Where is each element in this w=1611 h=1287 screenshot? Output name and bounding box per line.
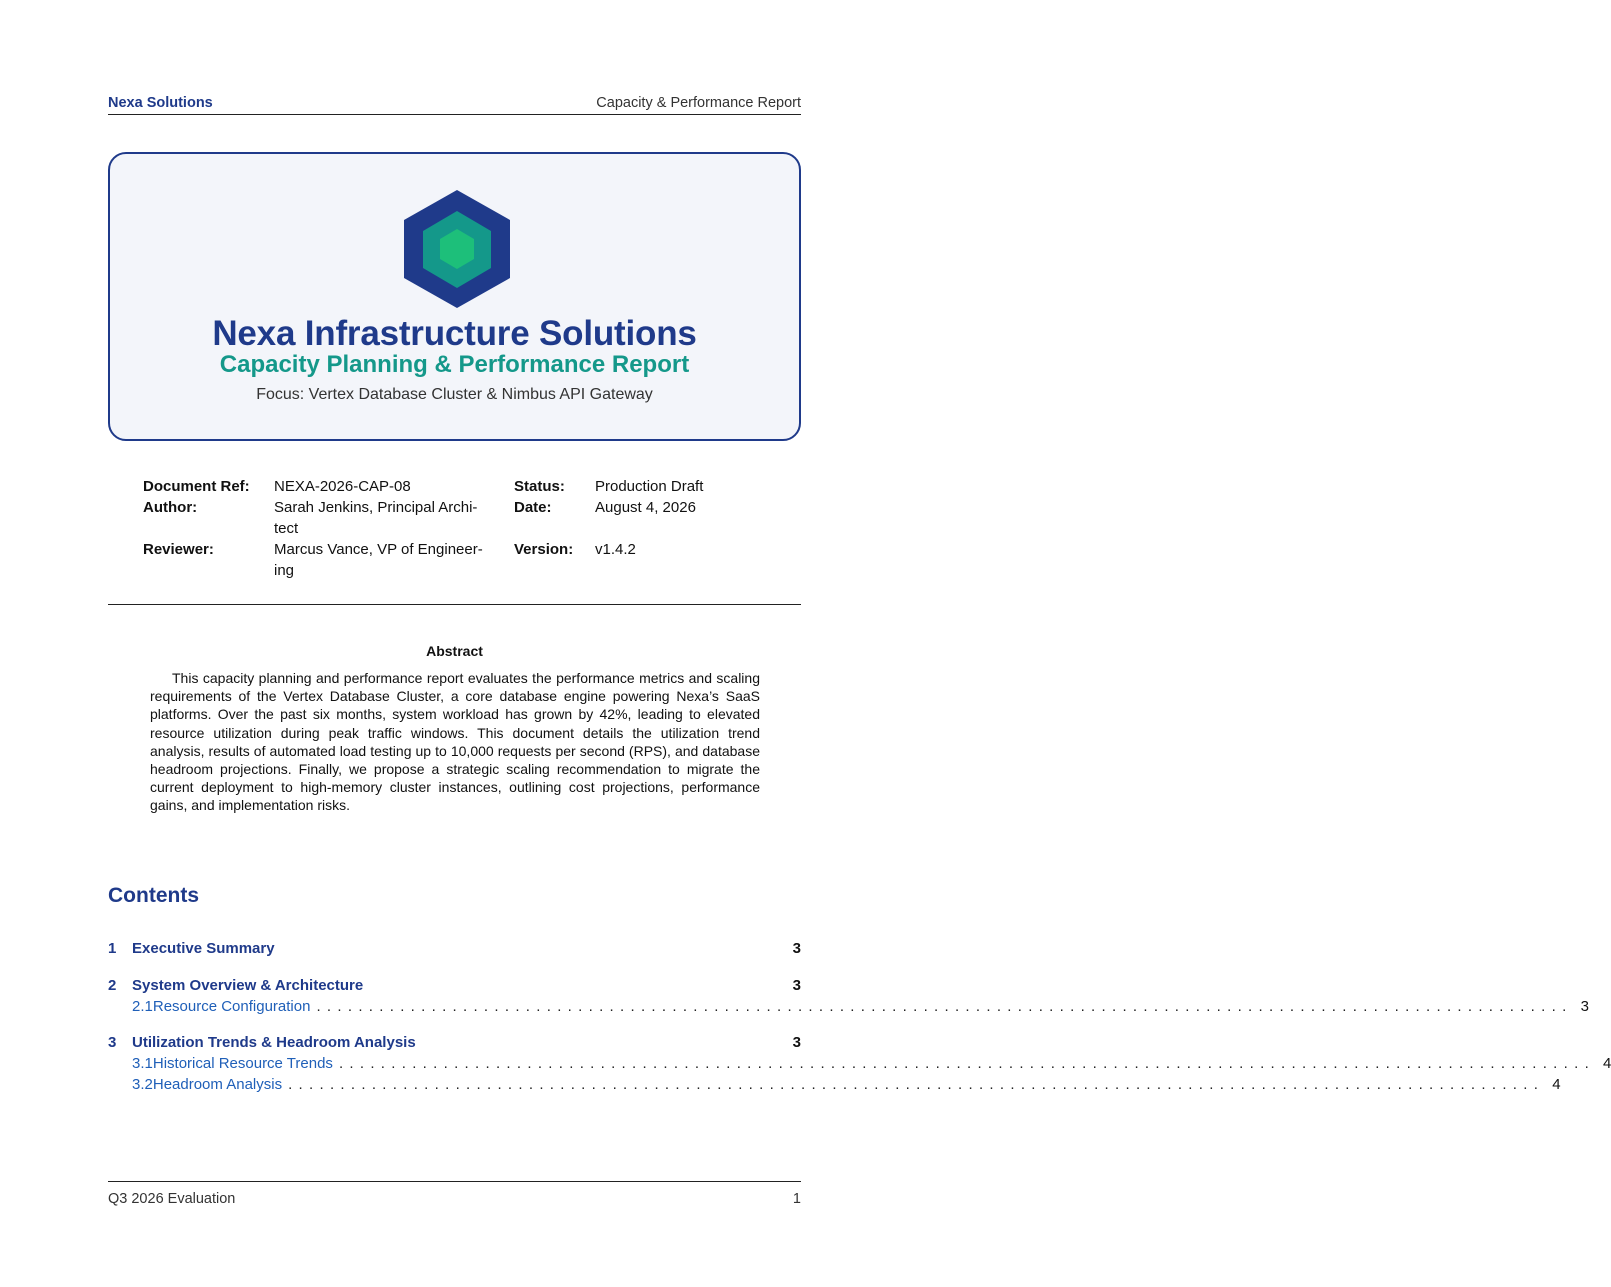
toc-leader-dots: ........................................................................................................................ — [316, 998, 1573, 1015]
date-value: August 4, 2026 — [595, 499, 696, 516]
reviewer-line-1: Marcus Vance, VP of Engineer- — [274, 541, 483, 558]
toc-subsection-number: 2.1 — [132, 998, 153, 1015]
toc-section-block — [108, 977, 1589, 1019]
reviewer-value — [274, 539, 514, 581]
reviewer-line-2: ing — [274, 562, 295, 579]
toc-page-number: 3 — [792, 1034, 801, 1051]
status-value: Production Draft — [595, 478, 704, 495]
toc-leader-dots: ........................................................................................................................ — [288, 1076, 1545, 1093]
reviewer-label: Reviewer: — [143, 541, 214, 558]
contents-heading: Contents — [108, 884, 199, 907]
doc-ref-value: NEXA-2026-CAP-08 — [274, 478, 411, 495]
footer-label: Q3 2026 Evaluation — [108, 1191, 236, 1207]
toc-section-number: 2 — [108, 977, 117, 994]
toc-entry-section[interactable] — [108, 940, 801, 961]
abstract-text: This capacity planning and performance report evaluates the performance metrics and scaling requirements of the Vertex Database Cluster, a core database engine powering Nexa’s SaaS platforms. Over the past six months, system workload has grown by 42%, leading to elevated resource utilization during peak traffic windows. This document details the utilization trend analysis, results of automated load testing up to 10,000 requests per second (RPS), and database headroom projections. Finally, we propose a strategic scaling recommendation to migrate the current deployment to high-memory cluster instances, outlining cost projections, performance gains, and implementation risks. — [150, 670, 760, 814]
page-number: 1 — [792, 1191, 801, 1207]
toc-page-number: 3 — [792, 940, 801, 957]
toc-subsection-number: 3.1 — [132, 1055, 153, 1072]
toc-leader-dots: ........................................................................................................................ — [338, 1055, 1596, 1072]
toc-section-title[interactable]: Utilization Trends & Headroom Analysis — [132, 1034, 416, 1051]
organization-title: Nexa Infrastructure Solutions — [212, 314, 697, 353]
running-header — [108, 92, 801, 115]
toc-section-block — [108, 1034, 1611, 1097]
document-metadata — [143, 476, 755, 581]
running-footer — [108, 1181, 801, 1207]
status-label: Status: — [514, 478, 565, 495]
version-label: Version: — [514, 541, 574, 558]
header-company: Nexa Solutions — [108, 95, 213, 111]
toc-section-block — [108, 940, 801, 961]
toc-subsection-number: 3.2 — [132, 1076, 153, 1093]
toc-section-number: 3 — [108, 1034, 117, 1051]
version-value: v1.4.2 — [595, 541, 636, 558]
header-report-title: Capacity & Performance Report — [596, 95, 801, 111]
toc-entry-section[interactable] — [108, 1034, 801, 1055]
abstract-heading: Abstract — [426, 643, 483, 659]
doc-ref-label: Document Ref: — [143, 478, 250, 495]
section-divider — [108, 604, 801, 605]
toc-entry-subsection[interactable] — [108, 1055, 1611, 1076]
toc-section-title[interactable]: Executive Summary — [132, 940, 275, 957]
title-block — [108, 152, 801, 441]
author-line-1: Sarah Jenkins, Principal Archi- — [274, 499, 478, 516]
hexagon-logo-icon — [402, 188, 512, 310]
toc-entry-section[interactable] — [108, 977, 801, 998]
toc-entry-subsection[interactable] — [108, 1076, 1561, 1097]
toc-page-number: 3 — [1580, 998, 1589, 1015]
toc-page-number: 4 — [1603, 1055, 1611, 1072]
toc-subsection-title[interactable]: Headroom Analysis — [152, 1076, 283, 1093]
author-value — [274, 497, 514, 539]
author-line-2: tect — [274, 520, 299, 537]
author-label: Author: — [143, 499, 198, 516]
toc-page-number: 4 — [1552, 1076, 1561, 1093]
toc-subsection-title[interactable]: Resource Configuration — [152, 998, 311, 1015]
report-focus: Focus: Vertex Database Cluster & Nimbus API Gateway — [256, 386, 653, 403]
date-label: Date: — [514, 499, 552, 516]
toc-entry-subsection[interactable] — [108, 998, 1589, 1019]
toc-page-number: 3 — [792, 977, 801, 994]
toc-section-number: 1 — [108, 940, 117, 957]
toc-subsection-title[interactable]: Historical Resource Trends — [152, 1055, 333, 1072]
toc-section-title[interactable]: System Overview & Architecture — [132, 977, 364, 994]
report-subtitle: Capacity Planning & Performance Report — [219, 351, 690, 378]
